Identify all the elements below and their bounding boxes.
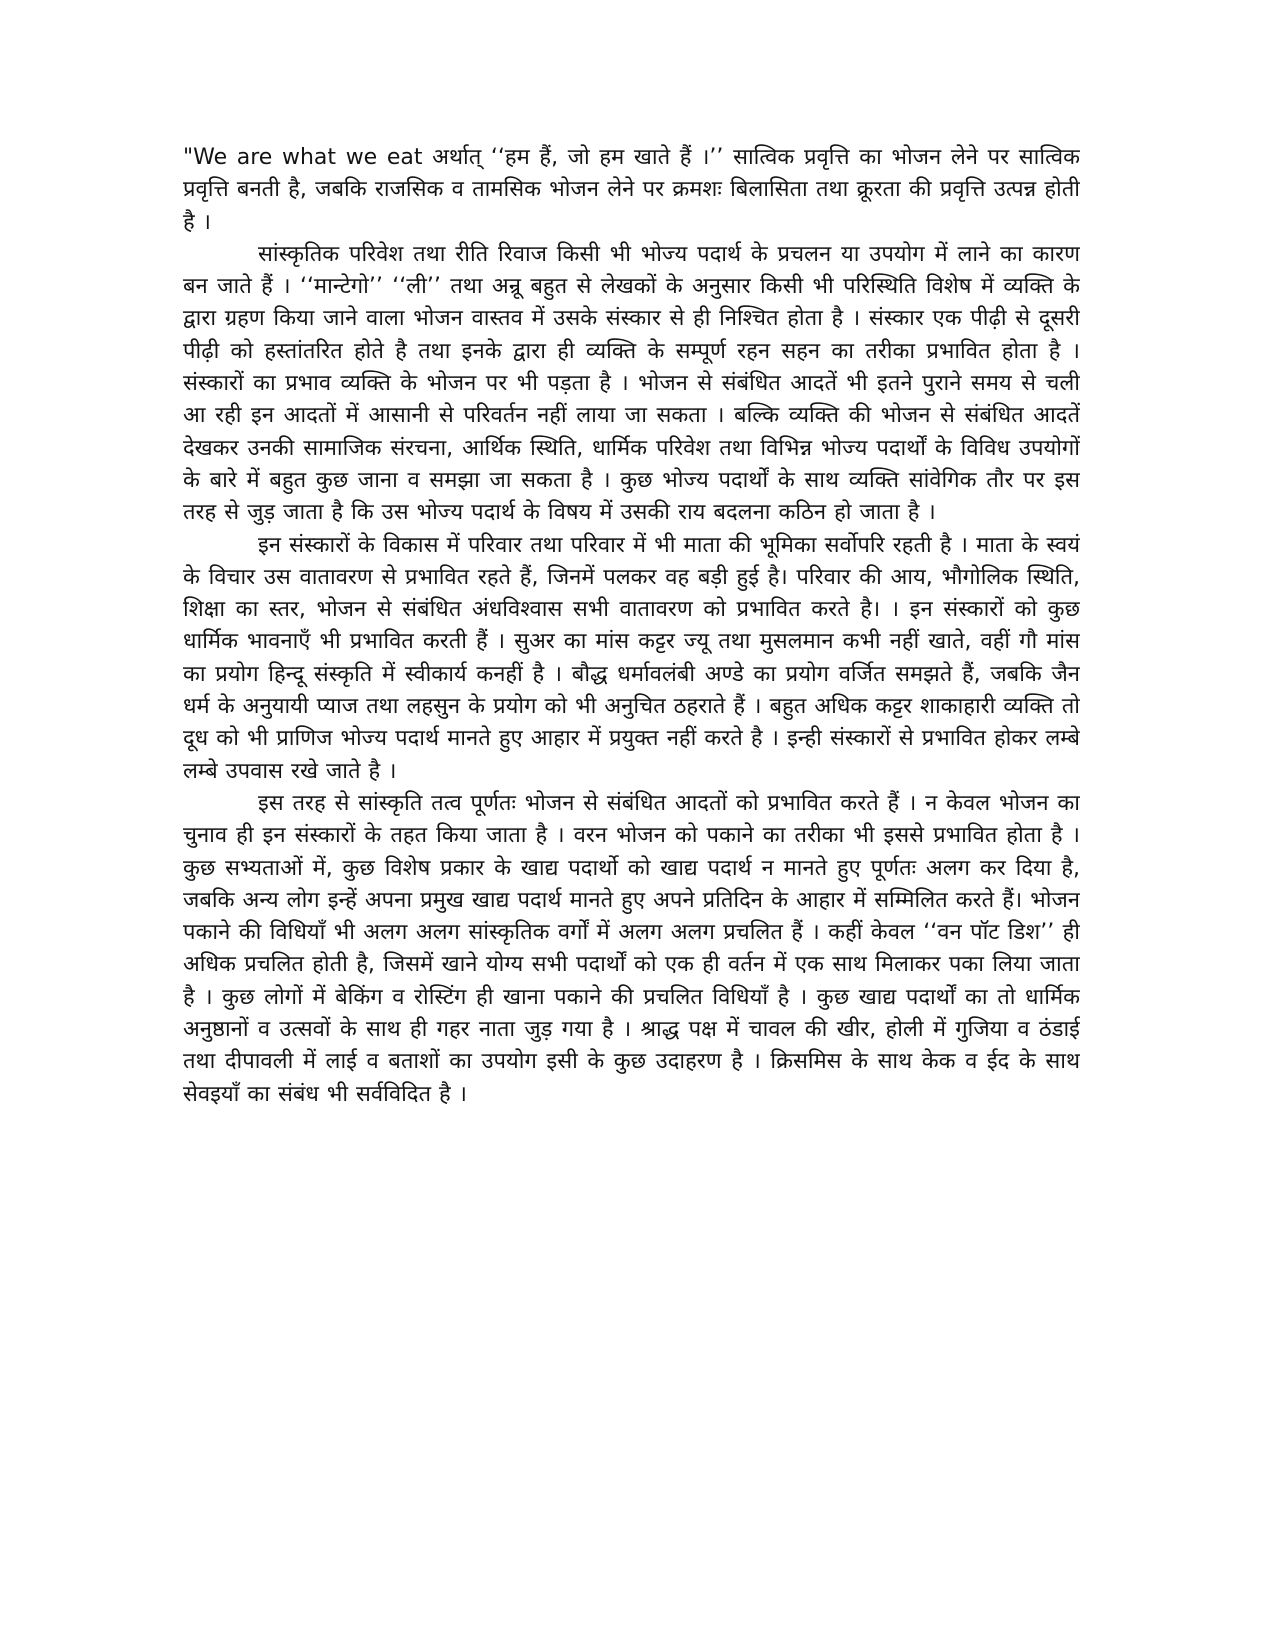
paragraph-2: सांस्कृतिक परिवेश तथा रीति रिवाज किसी भी भोज्य पदार्थ के प्रचलन या उपयोग में लाने का कारण बन जाते हैं । ‘‘मान्टेगो’’ ‘‘ली’’ तथा अन्रू बहुत से लेखकों के अनुसार किसी भी परिस्थिति विशेष में व्यक्ति के द्वारा ग्रहण किया जाने वाला भोजन वास्तव में उसके संस्कार से ही निश्चित होता है । संस्कार एक पीढ़ी से दूसरी पीढ़ी को हस्तांतरित होते है तथा इनके द्वारा ही व्यक्ति के सम्पूर्ण रहन सहन का तरीका प्रभावित होता है । संस्कारों का प्रभाव व्यक्ति के भोजन पर भी पड़ता है । भोजन से संबंधित आदतें भी इतने पुराने समय से चली आ रही इन आदतों में आसानी से परिवर्तन नहीं लाया जा सकता । बल्कि व्यक्ति की भोजन से संबंधित आदतें देखकर उनकी सामाजिक संरचना, आर्थिक स्थिति, धार्मिक परिवेश तथा विभिन्न भोज्य पदार्थों के विविध उपयोगों के बारे में बहुत कुछ जाना व समझा जा सकता है । कुछ भोज्य पदार्थों के साथ व्यक्ति सांवेगिक तौर पर इस तरह से जुड़ जाता है कि उस भोज्य पदार्थ के विषय में उसकी राय बदलना कठिन हो जाता है ।: [183, 241, 1080, 526]
paragraph-1: "We are what we eat अर्थात् ‘‘हम हैं, जो हम खाते हैं ।’’ सात्विक प्रवृत्ति का भोजन लेने पर सात्विक प्रवृत्ति बनती है, जबकि राजसिक व तामसिक भोजन लेने पर क्रमशः बिलासिता तथा क्रूरता की प्रवृत्ति उत्पन्न होती है ।: [183, 145, 1080, 235]
paragraph-3: इन संस्कारों के विकास में परिवार तथा परिवार में भी माता की भूमिका सर्वोपरि रहती है । माता के स्वयं के विचार उस वातावरण से प्रभावित रहते हैं, जिनमें पलकर वह बड़ी हुई है। परिवार की आय, भौगोलिक स्थिति, शिक्षा का स्तर, भोजन से संबंधित अंधविश्वास सभी वातावरण को प्रभावित करते है। । इन संस्कारों को कुछ धार्मिक भावनाएँ भी प्रभावित करती हैं । सुअर का मांस कट्टर ज्यू तथा मुसलमान कभी नहीं खाते, वहीं गौ मांस का प्रयोग हिन्दू संस्कृति में स्वीकार्य कनहीं है । बौद्ध धर्मावलंबी अण्डे का प्रयोग वर्जित समझते हैं, जबकि जैन धर्म के अनुयायी प्याज तथा लहसुन के प्रयोग को भी अनुचित ठहराते हैं । बहुत अधिक कट्टर शाकाहारी व्यक्ति तो दूध को भी प्राणिज भोज्य पदार्थ मानते हुए आहार में प्रयुक्त नहीं करते है । इन्ही संस्कारों से प्रभावित होकर लम्बे लम्बे उपवास रखे जाते है ।: [183, 532, 1080, 784]
document-body: [183, 142, 1080, 1482]
paragraph-4: इस तरह से सांस्कृति तत्व पूर्णतः भोजन से संबंधित आदतों को प्रभावित करते हैं । न केवल भोजन का चुनाव ही इन संस्कारों के तहत किया जाता है । वरन भोजन को पकाने का तरीका भी इससे प्रभावित होता है । कुछ सभ्यताओं में, कुछ विशेष प्रकार के खाद्य पदार्थो को खाद्य पदार्थ न मानते हुए पूर्णतः अलग कर दिया है, जबकि अन्य लोग इन्हें अपना प्रमुख खाद्य पदार्थ मानते हुए अपने प्रतिदिन के आहार में सम्मिलित करते हैं। भोजन पकाने की विधियाँ भी अलग अलग सांस्कृतिक वर्गों में अलग अलग प्रचलित हैं । कहीं केवल ‘‘वन पॉट डिश’’ ही अधिक प्रचलित होती है, जिसमें खाने योग्य सभी पदार्थों को एक ही वर्तन में एक साथ मिलाकर पका लिया जाता है । कुछ लोगों में बेकिंग व रोस्टिंग ही खाना पकाने की प्रचलित विधियाँ है । कुछ खाद्य पदार्थों का तो धार्मिक अनुष्ठानों व उत्सवों के साथ ही गहर नाता जुड़ गया है । श्राद्ध पक्ष में चावल की खीर, होली में गुजिया व ठंडाई तथा दीपावली में लाई व बताशों का उपयोग इसी के कुछ उदाहरण है । क्रिसमिस के साथ केक व ईद के साथ सेवइयाँ का संबंध भी सर्वविदित है ।: [183, 790, 1080, 1107]
